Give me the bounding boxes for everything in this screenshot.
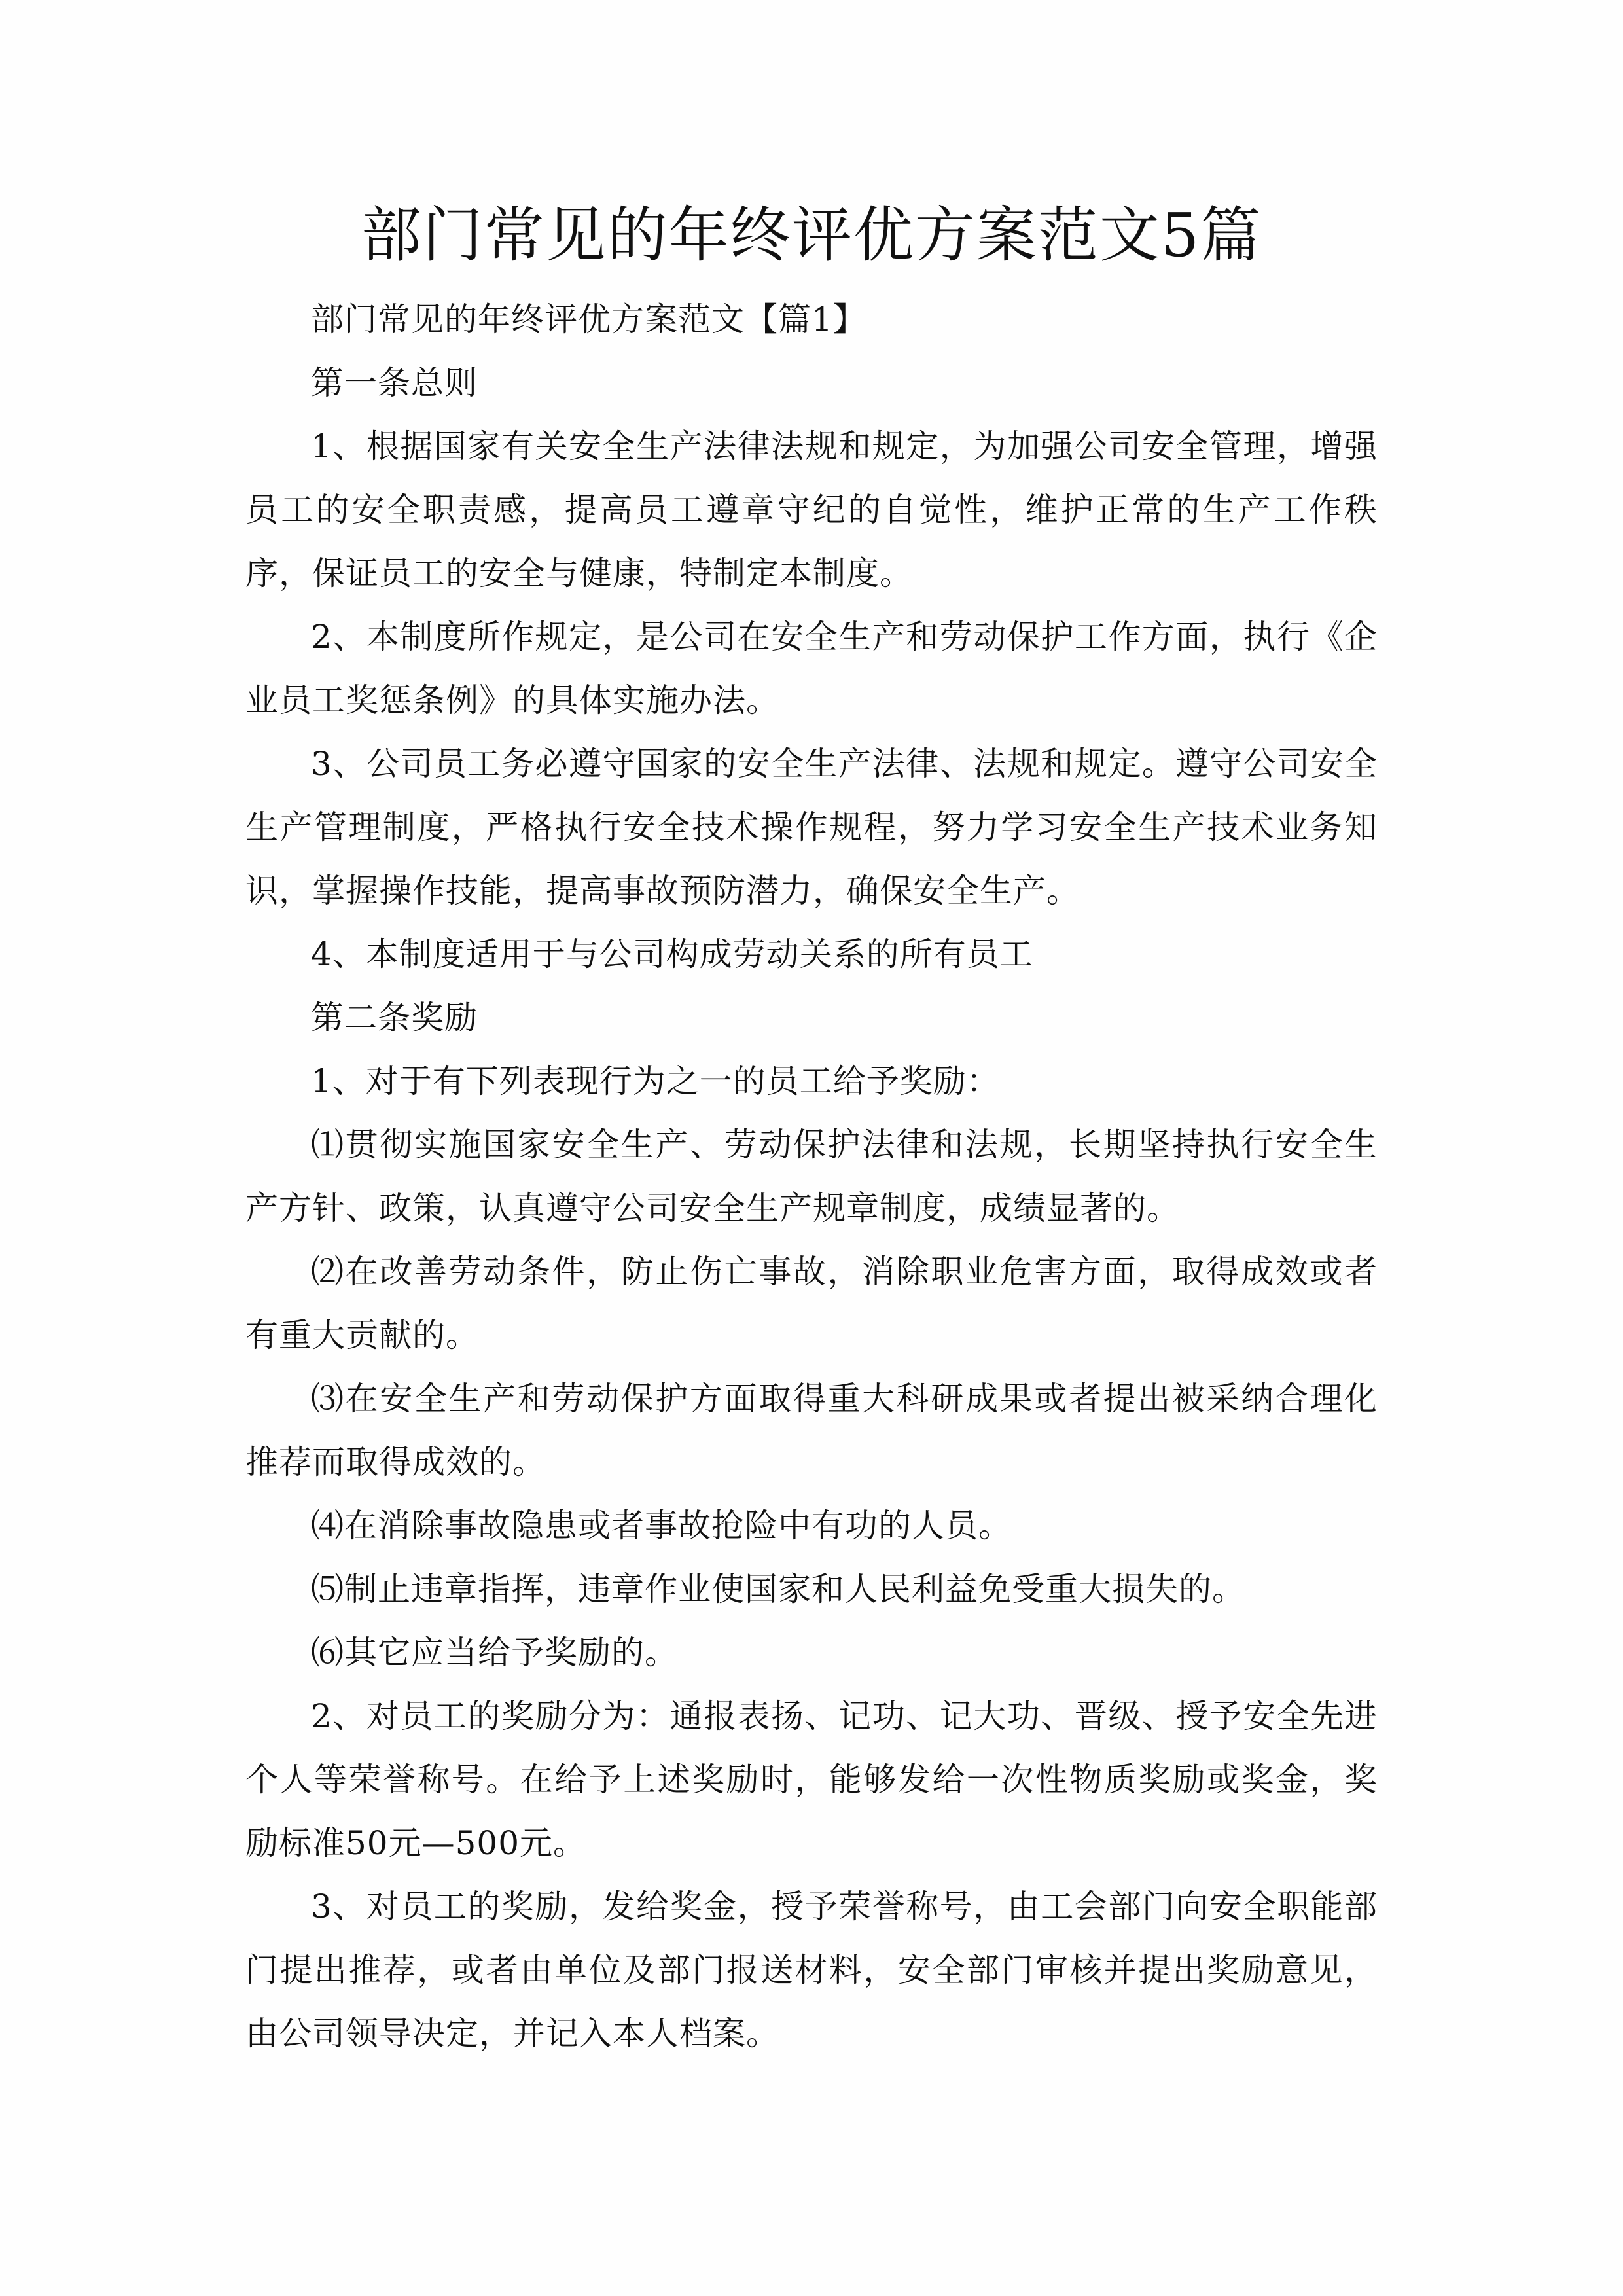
document-body xyxy=(245,288,1378,2066)
paragraph: 1、根据国家有关安全生产法律法规和规定，为加强公司安全管理，增强员工的安全职责感，提高员工遵章守纪的自觉性，维护正常的生产工作秩序，保证员工的安全与健康，特制定本制度。 xyxy=(245,427,1378,592)
paragraph: 1、对于有下列表现行为之一的员工给予奖励： xyxy=(311,1062,1000,1100)
paragraph: 3、对员工的奖励，发给奖金，授予荣誉称号，由工会部门向安全职能部门提出推荐，或者由单位及部门报送材料，安全部门审核并提出奖励意见，由公司领导决定，并记入本人档案。 xyxy=(245,1888,1378,2053)
paragraph: 2、对员工的奖励分为：通报表扬、记功、记大功、晋级、授予安全先进个人等荣誉称号。在给予上述奖励时，能够发给一次性物质奖励或奖金，奖励标准50元—500元。 xyxy=(245,1697,1378,1862)
list-item: ⑵在改善劳动条件，防止伤亡事故，消除职业危害方面，取得成效或者有重大贡献的。 xyxy=(245,1253,1378,1354)
document-title: 部门常见的年终评优方案范文5篇 xyxy=(361,200,1262,270)
list-item: ⑷在消除事故隐患或者事故抢险中有功的人员。 xyxy=(311,1507,1012,1545)
paragraph: 3、公司员工务必遵守国家的安全生产法律、法规和规定。遵守公司安全生产管理制度，严格执行安全技术操作规程，努力学习安全生产技术业务知识，掌握操作技能，提高事故预防潜力，确保安全生产。 xyxy=(245,745,1378,910)
section-heading: 部门常见的年终评优方案范文【篇1】 xyxy=(311,300,866,338)
list-item: ⑹其它应当给予奖励的。 xyxy=(311,1634,678,1672)
article-heading: 第一条总则 xyxy=(311,364,478,402)
list-item: ⑴贯彻实施国家安全生产、劳动保护法律和法规，长期坚持执行安全生产方针、政策，认真遵守公司安全生产规章制度，成绩显著的。 xyxy=(245,1126,1378,1227)
paragraph: 2、本制度所作规定，是公司在安全生产和劳动保护工作方面，执行《企业员工奖惩条例》的具体实施办法。 xyxy=(245,618,1378,719)
article-heading: 第二条奖励 xyxy=(311,999,478,1037)
list-item: ⑸制止违章指挥，违章作业使国家和人民利益免受重大损失的。 xyxy=(311,1570,1245,1608)
list-item: ⑶在安全生产和劳动保护方面取得重大科研成果或者提出被采纳合理化推荐而取得成效的。 xyxy=(245,1380,1378,1481)
paragraph: 4、本制度适用于与公司构成劳动关系的所有员工 xyxy=(311,935,1033,973)
